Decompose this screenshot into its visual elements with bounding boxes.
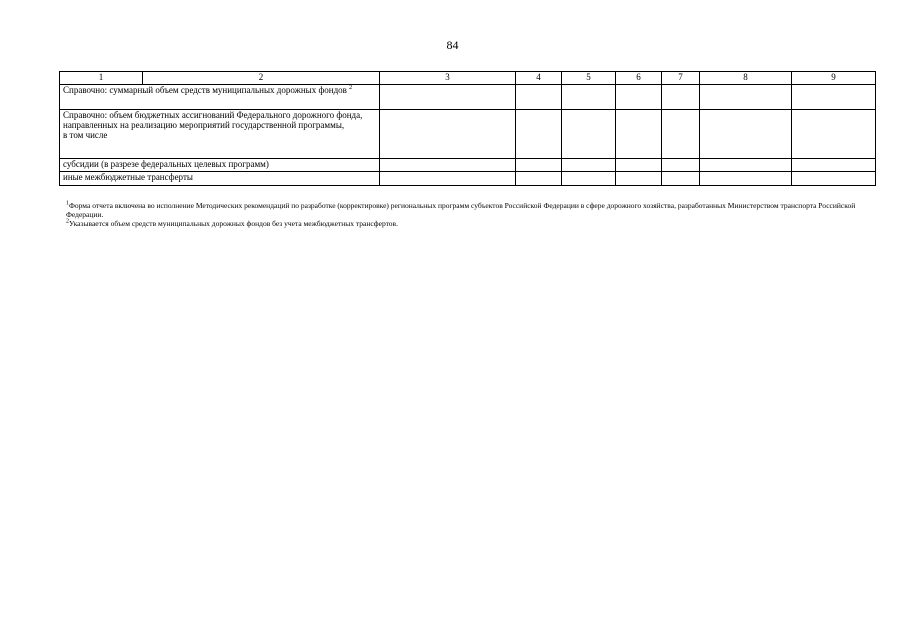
- header-row: [60, 72, 876, 85]
- footnote-ref: 2: [349, 85, 353, 91]
- table-cell: [616, 110, 662, 159]
- table-cell: [516, 159, 562, 172]
- page-number: 84: [446, 38, 459, 52]
- header-cell-4: 4: [516, 72, 562, 85]
- header-cell-7: 7: [662, 72, 700, 85]
- table-cell: [662, 85, 700, 110]
- table-cell: [792, 172, 876, 186]
- table-cell: [792, 85, 876, 110]
- table-cell: [562, 85, 616, 110]
- table-cell: [380, 85, 516, 110]
- table-cell: [616, 85, 662, 110]
- table-cell: [700, 110, 792, 159]
- table-row: [60, 110, 876, 159]
- table-row: [60, 159, 876, 172]
- header-cell-2: 2: [143, 72, 380, 85]
- table-row: [60, 172, 876, 186]
- header-cell-8: 8: [700, 72, 792, 85]
- table-cell: [616, 159, 662, 172]
- table-cell: [700, 159, 792, 172]
- header-cell-5: 5: [562, 72, 616, 85]
- table-cell: [792, 159, 876, 172]
- header-cell-1: 1: [60, 72, 143, 85]
- table-cell: [662, 110, 700, 159]
- table-cell: [562, 159, 616, 172]
- table-cell: [516, 172, 562, 186]
- report-table: [59, 71, 876, 186]
- table-cell: [380, 159, 516, 172]
- table-cell: [616, 172, 662, 186]
- row-label-municipal-funds: Справочно: суммарный объем средств муниципальных дорожных фондов $^2$: [60, 85, 380, 110]
- footnotes: [66, 201, 876, 228]
- table-cell: [380, 110, 516, 159]
- header-cell-6: 6: [616, 72, 662, 85]
- footnote-mark: 1: [66, 200, 69, 207]
- footnote-2: $^2$Указывается объем средств муниципальных дорожных фондов без учета межбюджетных трансфертов.: [66, 218, 398, 228]
- header-cell-3: 3: [380, 72, 516, 85]
- row-label-federal-fund: Справочно: объем бюджетных ассигнований Федерального дорожного фонда, направленных на реализацию мероприятий государственной программы, в том числе: [60, 110, 380, 159]
- table-cell: [792, 110, 876, 159]
- table-cell: [562, 172, 616, 186]
- header-cell-9: 9: [792, 72, 876, 85]
- footnote-mark: 2: [66, 218, 69, 225]
- row-label-transfers: иные межбюджетные трансферты: [60, 172, 380, 186]
- table-cell: [516, 85, 562, 110]
- table-cell: [380, 172, 516, 186]
- table-cell: [562, 110, 616, 159]
- table-cell: [516, 110, 562, 159]
- table-cell: [662, 159, 700, 172]
- row-label-subsidies: субсидии (в разрезе федеральных целевых программ): [60, 159, 380, 172]
- table-cell: [700, 172, 792, 186]
- footnote-1: $^1$Форма отчета включена во исполнение Методических рекомендаций по разработке (корректировке) региональных программ субъектов Российской Федерации в сфере дорожного хозяйства, разработанных Министерством транспорта Российской Федерации.: [66, 200, 856, 219]
- table-cell: [662, 172, 700, 186]
- table-row: [60, 85, 876, 110]
- table-cell: [700, 85, 792, 110]
